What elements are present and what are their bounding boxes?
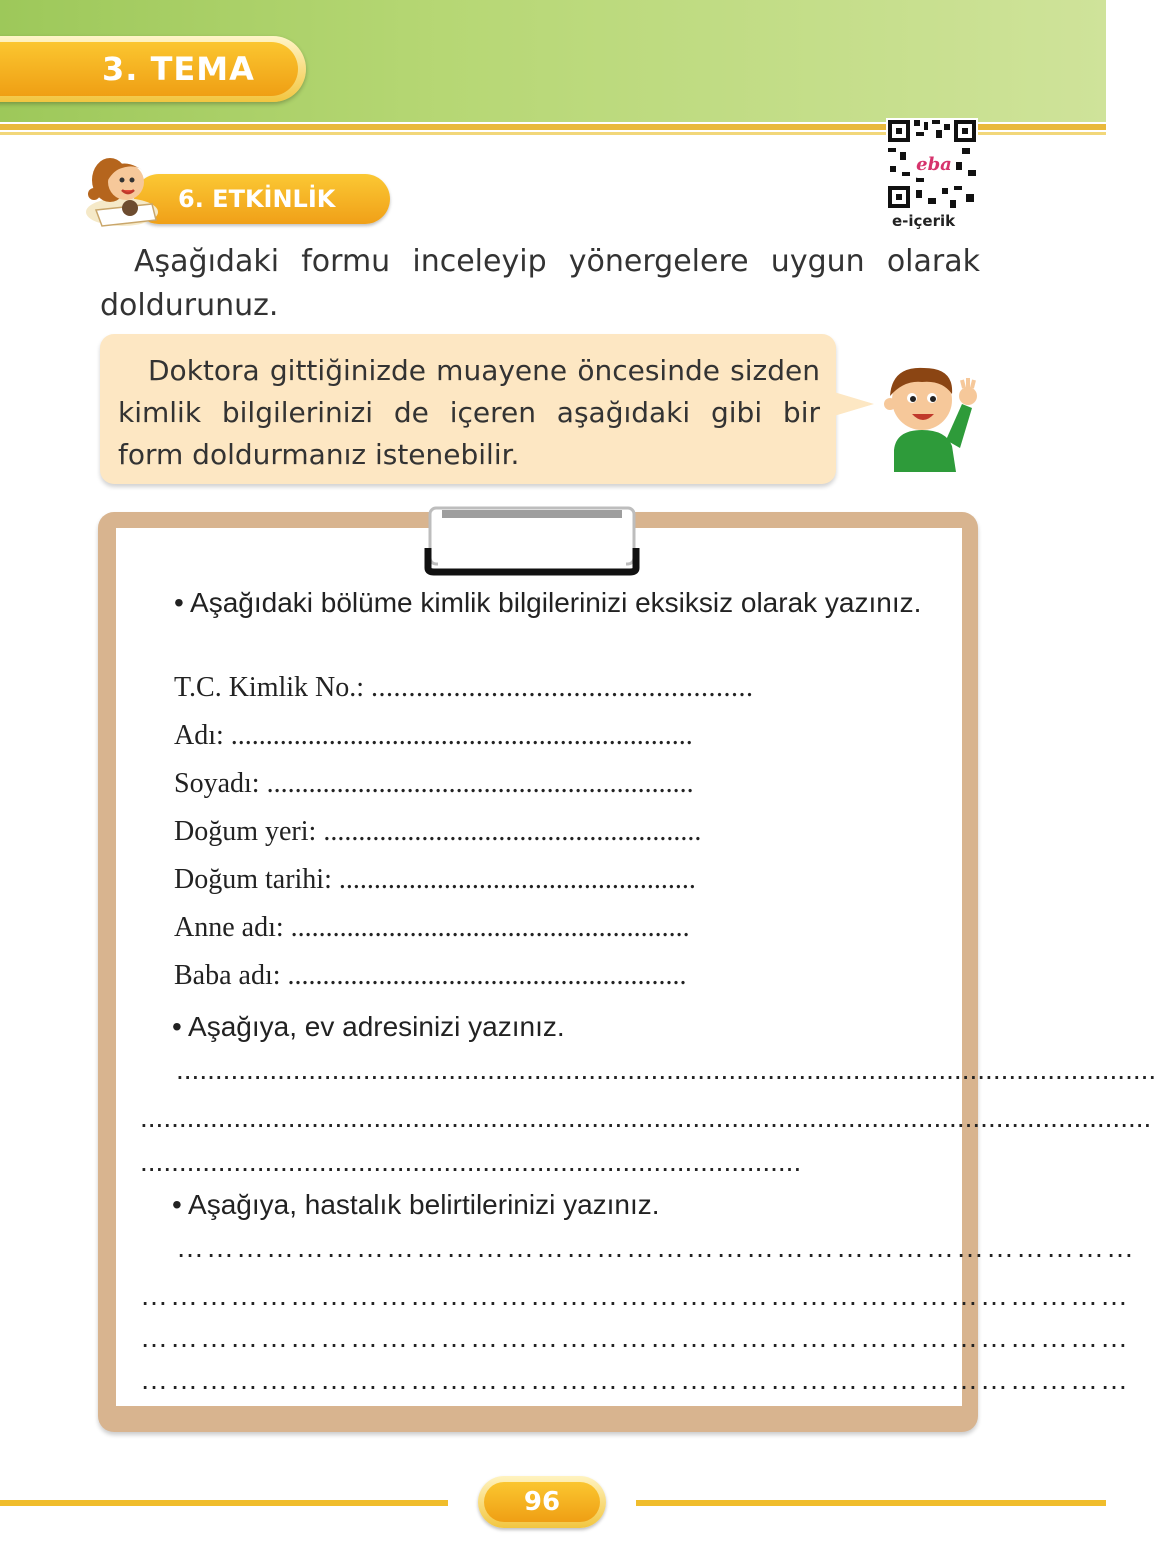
symptoms-line-2[interactable]: ……………………………………………………………………………………… xyxy=(140,1280,1130,1311)
form-field-mother-name: Anne adı: ......................................................... xyxy=(174,912,690,943)
form-field-birthplace: Doğum yeri: ...................................................... xyxy=(174,816,702,847)
speech-bubble-text: Doktora gittiğinizde muayene öncesinde sizden kimlik bilgilerinizi de içeren aşağıdaki gibi bir form doldurmanız istenebilir. xyxy=(118,354,820,471)
form-field-surname: Soyadı: ............................................................. xyxy=(174,768,694,799)
form-field-tc-no: T.C. Kimlik No.: ................................................... xyxy=(174,672,754,703)
svg-text:eba: eba xyxy=(916,154,952,175)
girl-mascot-icon xyxy=(82,150,166,230)
boy-mascot-icon xyxy=(876,360,980,472)
clipboard-clip-icon xyxy=(424,504,640,576)
symptoms-line-3[interactable]: ……………………………………………………………………………………… xyxy=(140,1322,1130,1353)
theme-title: 3. TEMA xyxy=(102,50,255,88)
speech-bubble-tail xyxy=(834,392,874,416)
activity-badge xyxy=(134,174,390,224)
qr-code-icon[interactable] xyxy=(886,118,978,210)
footer-line-right xyxy=(636,1500,1106,1506)
form-field-father-name: Baba adı: ......................................................... xyxy=(174,960,687,991)
symptoms-line-4[interactable]: ……………………………………………………………………………………… xyxy=(140,1364,1130,1395)
address-line-1[interactable]: .............................................................................................................................. xyxy=(176,1054,1156,1085)
page-number: 96 xyxy=(484,1482,600,1522)
theme-tab xyxy=(0,42,298,96)
form-field-name: Adı: .................................................................. xyxy=(174,720,693,751)
form-instruction-address: • Aşağıya, ev adresinizi yazınız. xyxy=(172,1011,565,1042)
address-line-3[interactable]: ..................................................................................... xyxy=(140,1146,802,1177)
qr-label: e-içerik xyxy=(892,212,956,230)
form-instruction-identity: • Aşağıdaki bölüme kimlik bilgilerinizi eksiksiz olarak yazınız. xyxy=(174,587,922,618)
symptoms-line-1[interactable]: …………………………………………………………………………………… xyxy=(176,1232,1136,1263)
footer-line-left xyxy=(0,1500,448,1506)
activity-title: 6. ETKİNLİK xyxy=(178,185,336,213)
form-instruction-symptoms: • Aşağıya, hastalık belirtilerinizi yazınız. xyxy=(172,1189,660,1220)
address-line-2[interactable]: .................................................................................................................................. xyxy=(140,1102,1152,1133)
form-field-birthdate: Doğum tarihi: ................................................... xyxy=(174,864,696,895)
intro-paragraph: Aşağıdaki formu inceleyip yönergelere uygun olarak doldurunuz. xyxy=(100,244,980,323)
